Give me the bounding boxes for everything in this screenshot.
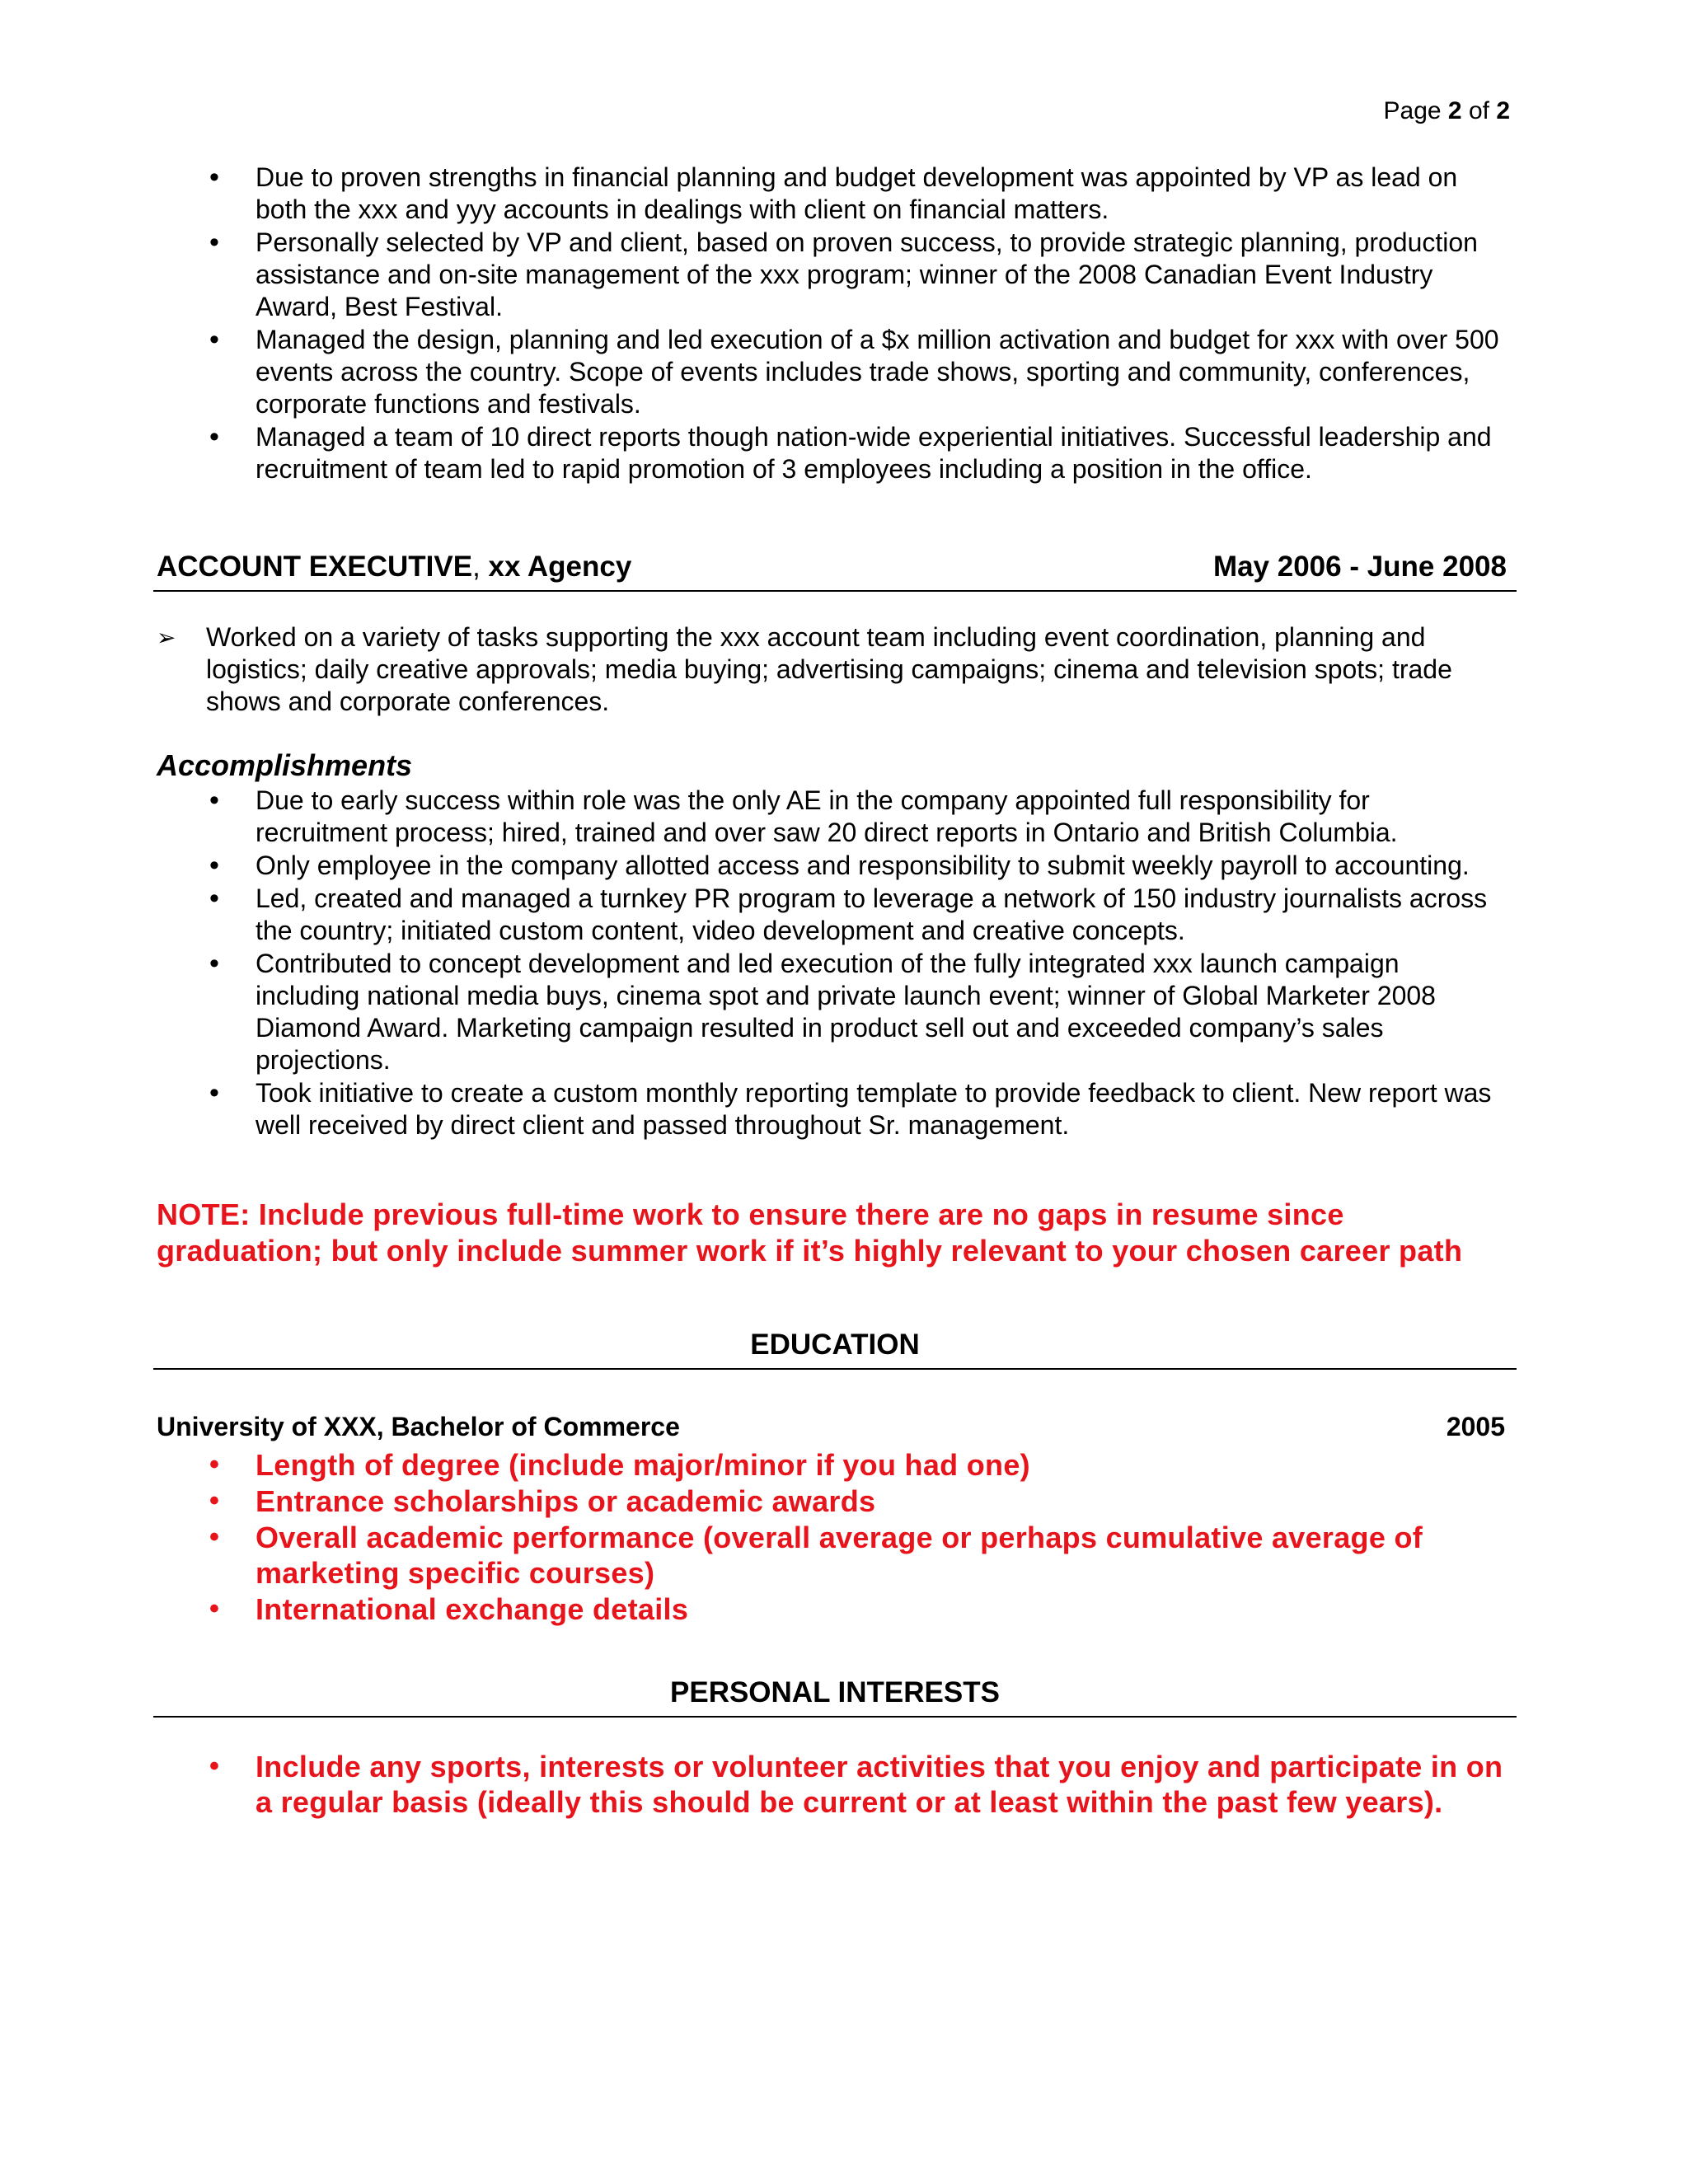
list-item: • Managed a team of 10 direct reports though nation-wide experiential initiatives. Successful leadership and recruitment of team led to rapid promotion of 3 employees including a position in the office. — [209, 421, 1492, 484]
list-item: • International exchange details — [209, 1592, 689, 1626]
job-header — [153, 551, 1517, 592]
job-title-line: ACCOUNT EXECUTIVE, xx Agency — [157, 551, 632, 583]
bullet-icon: • — [209, 1521, 220, 1553]
page-number: Page 2 of 2 — [1383, 97, 1510, 124]
arrow-bullet-icon: ➢ — [157, 625, 176, 650]
job-summary — [157, 621, 1508, 718]
bullet-icon: • — [209, 1750, 220, 1782]
bullet-icon: • — [209, 1593, 220, 1624]
bullet-icon: • — [209, 1449, 220, 1480]
job-summary-item: ➢ Worked on a variety of tasks supporting the xxx account team including event coordination, planning and logistics; daily creative approvals; media buying; advertising campaigns; cinema and television spots; trade shows and corporate conferences. — [157, 622, 1452, 716]
education-year: 2005 — [1446, 1412, 1505, 1441]
accomplishments-section — [157, 748, 1508, 1142]
list-item: • Length of degree (include major/minor if you had one) — [209, 1448, 1030, 1482]
list-item: • Contributed to concept development and led execution of the fully integrated xxx launch campaign including national media buys, cinema spot and private launch event; winner of Global Marketer 2008 Diamond Award. Marketing campaign resulted in product sell out and exceeded company’s sales projections. — [209, 948, 1436, 1075]
bullet-icon: • — [209, 785, 219, 816]
list-item: • Managed the design, planning and led execution of a $x million activation and budget for xxx with over 500 events across the country. Scope of events includes trade shows, sporting and community, conferences, corporate functions and festivals. — [209, 324, 1499, 419]
personal-interests-heading: PERSONAL INTERESTS — [153, 1676, 1517, 1718]
education-list — [157, 1447, 1508, 1627]
bullet-icon: • — [209, 162, 219, 193]
bullet-icon: • — [209, 324, 219, 355]
previous-role-accomplishments — [157, 162, 1508, 486]
bullet-icon: • — [209, 883, 219, 914]
job-title: ACCOUNT EXECUTIVE — [157, 551, 473, 583]
interests-list — [157, 1749, 1525, 1820]
education-details — [157, 1447, 1508, 1628]
bullet-icon: • — [209, 1077, 219, 1108]
bullet-icon: • — [209, 850, 219, 881]
bullet-icon: • — [209, 1485, 220, 1516]
job-dates: May 2006 - June 2008 — [1212, 551, 1507, 583]
resume-note: NOTE: Include previous full-time work to ensure there are no gaps in resume since graduation; but only include summer work if it’s highly relevant to your chosen career path — [157, 1197, 1463, 1268]
list-item: • Due to early success within role was the only AE in the company appointed full responsibility for recruitment process; hired, trained and over saw 20 direct reports in Ontario and British Columbia. — [209, 785, 1398, 847]
list-item: • Personally selected by VP and client, based on proven success, to provide strategic planning, production assistance and on-site management of the xxx program; winner of the 2008 Canadian Event Industry Award, Best Festival. — [209, 227, 1478, 321]
list-item: • Overall academic performance (overall average or perhaps cumulative average of marketing specific courses) — [209, 1521, 1423, 1590]
education-degree-line — [157, 1412, 1505, 1442]
education-heading: EDUCATION — [153, 1329, 1517, 1370]
education-institution: University of XXX, Bachelor of Commerce — [157, 1412, 680, 1441]
list-item: • Took initiative to create a custom monthly reporting template to provide feedback to client. New report was well received by direct client and passed throughout Sr. management. — [209, 1077, 1492, 1140]
accomplishments-list — [157, 785, 1508, 1141]
bullet-icon: • — [209, 948, 219, 979]
previous-role-bullet-list — [157, 162, 1508, 485]
list-item: • Led, created and managed a turnkey PR program to leverage a network of 150 industry journalists across the country; initiated custom content, video development and creative concepts. — [209, 883, 1488, 945]
bullet-icon: • — [209, 227, 219, 258]
list-item: • Only employee in the company allotted access and responsibility to submit weekly payroll to accounting. — [209, 850, 1470, 881]
list-item: • Due to proven strengths in financial planning and budget development was appointed by VP as lead on both the xxx and yyy accounts in dealings with client on financial matters. — [209, 162, 1458, 224]
job-company: xx Agency — [488, 551, 632, 583]
personal-interests-details — [157, 1749, 1525, 1821]
bullet-icon: • — [209, 421, 219, 452]
list-item: • Entrance scholarships or academic awards — [209, 1484, 876, 1518]
list-item: • Include any sports, interests or volunteer activities that you enjoy and participate in on a regular basis (ideally this should be current or at least within the past few years). — [209, 1750, 1503, 1819]
accomplishments-heading: Accomplishments — [157, 748, 413, 782]
